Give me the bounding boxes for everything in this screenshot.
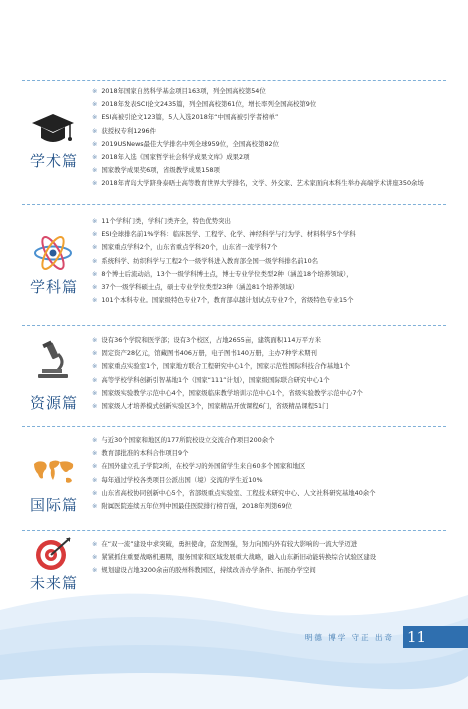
section-divider [22,530,446,531]
list-item: ※ 国家重点学科2个，山东省重点学科20个，山东省一流学科7个 [92,243,278,252]
list-item: ※ 8个博士后流动站，13个一级学科博士点，博士专业学位类型2种（涵盖18个培养领域）， [92,269,353,278]
wave-decoration [0,560,468,709]
list-item: ※ 2018年入选《国家哲学社会科学成果文库》成果2项 [92,152,250,161]
resources-list [92,334,452,413]
section-divider [22,325,446,326]
section-title: 学科篇 [29,278,78,296]
microscope-icon [30,340,76,380]
section-divider [22,204,446,205]
list-item: ※ 2018年发表SCI论文2435篇，列全国高校第61位，增长率列全国高校第9位 [92,100,317,109]
list-item: ※ 在“双一流”建设中求突破，勇担使命，奋发图强，努力向国内外有较大影响的一流大学迈进 [92,540,358,548]
page-number: 11 [403,626,468,648]
list-item: ※ 37个一级学科硕士点，硕士专业学位类型23种（涵盖81个培养领域） [92,282,299,291]
list-item: ※ 设有36个学院和医学部；设有3个校区，占地2655亩，建筑面积114万平方米 [92,336,321,344]
list-item: ※ 国家教学成果奖6项，省级教学成果158项 [92,166,220,175]
section-divider [22,426,446,427]
list-item: ※ 国家级实验教学示范中心4个，国家级临床教学培训示范中心1个，省级实验教学示范中心7个 [92,388,363,397]
list-item: ※ 附属医院连续五年位列中国最佳医院排行榜百强，2018年列第69位 [92,501,292,510]
list-item: ※ 高等学校学科创新引智基地1个（国家“111”计划），国家级国际联合研究中心1个 [92,375,330,384]
list-item: ※ 获授权专利1296件 [92,126,156,135]
section-title: 国际篇 [29,496,78,514]
section-divider [22,80,446,81]
list-item: ※ 系统科学、纺织科学与工程2个一级学科进入教育部全国一级学科排名前10名 [92,256,319,265]
list-item: ※ 与近30个国家和地区的177所院校设立交流合作项目200余个 [92,436,275,444]
section-title: 未来篇 [29,574,78,592]
list-item: ※ 在国外建立孔子学院2所，在校学习的外国留学生来自60多个国家和地区 [92,462,306,471]
section-title: 学术篇 [29,152,78,170]
list-item: ※ 2018年青岛大学跻身泰晤士高等教育世界大学排名，文学、外交家、艺术家面向本科生举办高端学术讲座350余场 [92,179,424,188]
list-item: ※ 2018年国家自然科学基金项目163项，列全国高校第54位 [92,87,266,95]
list-item: ※ 11个学科门类，学科门类齐全，特色优势突出 [92,217,231,225]
school-motto: 明德 博学 守正 出奇 [304,633,394,642]
list-item: ※ 国家重点实验室1个，国家地方联合工程研究中心1个，国家示范性国际科技合作基地1个 [92,362,351,371]
list-item: ※ 固定资产28亿元，馆藏图书406万册，电子图书140万册，主办7种学术期刊 [92,349,317,358]
international-list [92,434,452,513]
list-item: ※ 山东省高校协同创新中心5个，省部级重点实验室、工程技术研究中心、人文社科研究基地40余个 [92,488,376,497]
list-item: ※ ESI全球排名前1%学科：临床医学、工程学、化学、神经科学与行为学、材料科学5个学科 [92,230,356,239]
list-item: ※ 国家级人才培养模式创新实验区3个，国家精品开放课程6门，省级精品课程51门 [92,401,329,410]
list-item: ※ 每年通过学校各类项目公派出国（境）交流的学生近10% [92,475,263,484]
graduation-cap-icon [30,110,76,150]
disciplines-list [92,215,452,307]
list-item: ※ 2019USNews最佳大学排名中列全球959位，全国高校第82位 [92,139,279,148]
world-map-icon [30,454,76,494]
section-title: 资源篇 [29,394,78,412]
list-item: ※ ESI高被引论文123篇，5人入选2018年“中国高被引学者榜单” [92,113,279,122]
academic-list [92,85,452,191]
list-item: ※ 教育部批准的本科合作项目9个 [92,449,189,458]
atom-icon [30,233,76,273]
list-item: ※ 101个本科专业。国家级特色专业7个，教育部卓越计划试点专业7个，省级特色专业15个 [92,296,354,305]
list-item: ※ 规划建设占地3200余亩的胶州科教园区，持续改善办学条件、拓展办学空间 [92,566,316,575]
list-item: ※ 紧紧抓住重要战略机遇期，服务国家和区域发展重大战略，融入山东新旧动能转换综合试验区建设 [92,553,377,562]
